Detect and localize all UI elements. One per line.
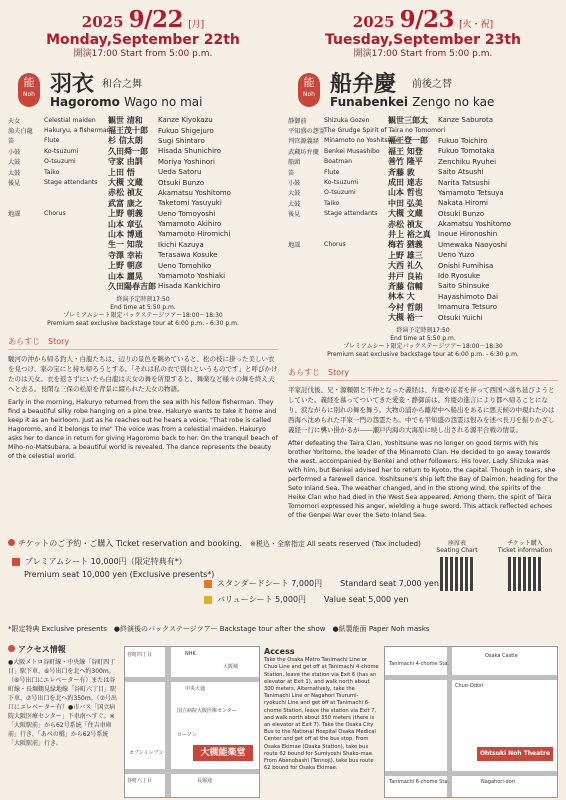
performer-jp: 井上 裕之真 (388, 229, 431, 239)
performer-jp: 福王茂十郎 (108, 125, 148, 136)
performer-jp: 上野 朝彦 (108, 260, 143, 271)
performer-jp: 善竹 隆平 (388, 156, 423, 167)
date-weekday: [火・祝] (459, 20, 494, 30)
role-jp: 判官源義経 (288, 138, 319, 146)
noh-badge-en: Noh (303, 91, 315, 98)
date-monthday: 9/23 (399, 6, 455, 33)
map-road (125, 677, 259, 682)
role-en: Flute (44, 137, 60, 145)
role-en: Stage attendants (324, 210, 378, 218)
map-road (447, 647, 452, 797)
ticket-label-jp: チケット購入 (507, 540, 543, 547)
access-heading-jp-text: アクセス情報 (18, 645, 66, 654)
story-text-jp: 駿河の沖から帰る釣人・白龍たちは、辺りの景色を眺めていると、松の枝に掛った美しい衣を見つけ、家の宝にと持ち帰ろうとする。「それは私の衣で別れというものです」と呼びかけたのは天女。衣を返さずにいたら白龍は天女の舞を所望すると、舞楽など様々の舞を終え天へと去る。長閑な三保の松原を背景に綴られた天女の物語。 (8, 354, 278, 393)
performer-en: Hayashimoto Dai (438, 292, 498, 301)
role-jp: 船頭 (288, 159, 301, 167)
performer-en: Imamura Tetsuro (438, 303, 498, 312)
seating-chart-qr[interactable] (424, 538, 490, 591)
date-monthday: 9/22 (128, 6, 184, 33)
role-jp: 平知盛の怨霊 (288, 128, 326, 136)
performer-en: Umewaka Naoyoshi (438, 240, 507, 249)
tax-note: ※税込・全席指定 All seats reserved (Tax included) (249, 540, 421, 548)
map-label: Nagahori-dori (481, 779, 516, 785)
cast-row (8, 167, 278, 177)
performer-jp: 守家 由訓 (108, 156, 143, 167)
cast-row (288, 177, 558, 187)
cast-row (8, 229, 278, 239)
seating-label-jp: 座席表 (447, 540, 466, 547)
performer-en: Otsuki Bunzo (438, 209, 485, 218)
title-en-main: Hagoromo (50, 95, 120, 109)
cast-row (8, 260, 278, 270)
performer-jp: 久田舜一郎 (108, 145, 148, 156)
noh-badge-jp: 能 (23, 76, 35, 89)
standard-swatch-icon (204, 580, 212, 588)
bullet-icon (8, 645, 15, 652)
story-label-jp: あらすじ (288, 367, 320, 377)
performer-jp: 福王登一郎 (388, 135, 428, 146)
role-jp: 笛 (8, 138, 15, 146)
role-jp: 地謡 (288, 242, 301, 250)
performer-en: Taketomi Yasuyuki (158, 199, 222, 208)
performer-en: Saito Atsushi (438, 168, 484, 177)
performer-jp: 大西 礼久 (388, 260, 423, 271)
cast-row (288, 312, 558, 322)
performer-en: Yamamoto Akihiro (158, 220, 222, 229)
cast-row (288, 198, 558, 208)
role-jp: 小鼓 (288, 180, 301, 188)
cast-row (8, 125, 278, 135)
performer-en: Nakata Hiromi (438, 199, 488, 208)
noh-badge (298, 73, 320, 107)
price-standard (204, 578, 439, 589)
qr-code-icon[interactable] (440, 557, 474, 591)
role-en: The Grudge Spirit of Taira no Tomomori (324, 127, 446, 135)
performer-jp: 生一 知哉 (108, 239, 143, 250)
bullet-icon (8, 539, 15, 546)
exclusive-note: *限定特典 Exclusive presents ●終演後のバックステージツアー Backstage tour after the show ●紙製能面 Paper Noh masks (8, 625, 430, 633)
story-heading (288, 367, 558, 381)
end-time-en: End time at 5:50 p.m. (110, 303, 176, 311)
play-subtitle-jp: 和合之舞 (102, 79, 142, 90)
cast-row (8, 177, 278, 187)
performer-en: Yamamoto Tetsuya (438, 188, 504, 197)
play-title-en (330, 95, 494, 109)
ticket-heading (8, 538, 421, 549)
price-value-jp: バリューシート 5,000円 (217, 595, 307, 604)
noh-badge (18, 73, 40, 107)
map-label: Chuo-Odori (455, 683, 484, 689)
date-header-right (288, 8, 558, 59)
date-year: 2025 (352, 13, 395, 31)
date-header-left (8, 8, 278, 59)
cast-row (288, 240, 558, 250)
performer-en: Terasawa Kosuke (158, 251, 218, 260)
start-time: 開演17:00 Start from 5:00 p.m. (73, 49, 213, 59)
performer-en: Yamamoto Hiromichi (158, 230, 231, 239)
map-label: Tanimachi 6-chome Sta. (389, 779, 449, 785)
role-en: Hakuryu, a fisherman (44, 127, 111, 135)
venue-marker-en: Ohtsuki Noh Theatre (477, 747, 553, 761)
play-title-jp: 羽衣 (50, 71, 95, 97)
end-time-note (288, 327, 558, 359)
premium-swatch-icon (12, 558, 20, 566)
role-en: Boatman (324, 158, 352, 166)
performer-jp: 梅若 猶義 (388, 239, 423, 250)
program-hagoromo (8, 8, 278, 461)
cast-row (288, 260, 558, 270)
map-road (165, 647, 171, 797)
role-en: Ko-tsuzumi (324, 179, 359, 187)
role-en: Stage attendants (44, 179, 98, 187)
program-funabenkei (288, 8, 558, 520)
performer-jp: 福王 知登 (388, 145, 423, 156)
map-road (385, 675, 557, 680)
cast-row (8, 188, 278, 198)
role-en: Celestial maiden (44, 116, 96, 124)
price-premium-en: Premium seat 10,000 yen (Exclusive presents*) (24, 570, 215, 579)
performer-en: Ikichi Kazuya (158, 240, 204, 249)
cast-row (8, 115, 278, 125)
performer-jp: 斉藤 信輔 (388, 280, 423, 291)
role-jp: 大鼓 (288, 190, 301, 198)
performer-jp: 上野 雄三 (388, 249, 423, 260)
cast-list (8, 115, 278, 292)
performer-en: Inoue Hironoshin (438, 230, 498, 239)
end-time-note (8, 296, 278, 328)
map-label: NHK (185, 651, 196, 657)
performer-en: Kanze Saburota (438, 116, 494, 125)
play-subtitle-jp: 前後之替 (412, 79, 452, 90)
performer-en: Ueda Satoru (158, 168, 202, 177)
title-en-sub: Wago no mai (124, 95, 203, 109)
performer-en: Ido Ryosuke (438, 272, 481, 281)
noh-badge-jp: 能 (303, 76, 315, 89)
performer-en: Sugi Shintaro (158, 136, 205, 145)
performer-jp: 武富 康之 (108, 197, 143, 208)
performer-en: Akamatsu Yoshitomo (158, 188, 231, 197)
story-text-en: After defeating the Taira Clan, Yoshitsune was no longer on good terms with his brother Yoritomo, the leader of the Minamoto Clan. He decided to go away towards the west, accompanied by Benkei and other followers. His lover, Lady Shizuka was with him, but Benkei advised her to return to Kyoto, the capital. Though in tears, she performed a farewell dance. Yoshitsune's ship left the Bay of Daimon, heading for the Seto Inland Sea. The weather changed, and in the strong wind, the spirits of the Heike Clan who had died in the West Sea appeared. Among them, the spirit of Taira Tomomori expressed his anger, wielding a huge sword. This attack reflected echoes of the Genpei War over the Seto Inland Sea. (288, 439, 558, 519)
end-time-jp: 終演予定時刻17:50 (116, 295, 170, 303)
venue-marker-jp: 大槻能楽堂 (193, 745, 253, 761)
cast-row (8, 209, 278, 219)
title-en-main: Funabenkei (330, 95, 408, 109)
performer-en: Ueno Tomohiko (158, 261, 212, 270)
ticket-heading-text: チケットのご予約・ご購入 Ticket reservation and booking. (18, 539, 242, 548)
price-standard-en: Standard seat 7,000 yen (340, 579, 439, 588)
map-road (125, 769, 259, 774)
role-en: Shizuka Gozen (324, 116, 370, 124)
performer-jp: 中田 弘美 (388, 197, 423, 208)
story-text-en: Early in the morning, Hakuryo returned from the sea with his fellow fisherman. They find a beautiful silky robe hanging on a pine tree. Hakuryo wants to take it home and keep it as an heirloom. Just as he reaches out he hears a voice; "That robe is called Hagoromo, and it belongs to me" The voice was from a celestial maiden. Hakuryo asks her to dance in return for giving Hagoromo back to her. On the tranquil beach of Miho-no-Matsubara, a beautiful world is revealed. The dance represents the beauty of the celestial world. (8, 398, 278, 460)
performer-en: Hisada Shunichiro (158, 147, 222, 156)
map-jp (124, 646, 260, 798)
role-en: Minamoto no Yoshitsune (324, 137, 400, 145)
performer-jp: 山本 博通 (108, 229, 143, 239)
role-jp: 小鼓 (8, 148, 21, 156)
performer-en: Moriya Yoshinori (158, 157, 216, 166)
cast-row (288, 209, 558, 219)
performer-jp: 山本 麗晃 (108, 270, 143, 281)
ticket-label-en: Ticket information (497, 547, 553, 554)
cast-row (288, 115, 558, 125)
map-label: 谷町六丁目 (127, 778, 153, 784)
performer-en: Onishi Fumihisa (438, 261, 494, 270)
end-time-en: End time at 5:50 p.m. (390, 334, 456, 342)
role-en: Taiko (44, 168, 60, 176)
role-jp: 漁夫白龍 (8, 128, 33, 136)
title-row (8, 65, 278, 113)
performer-en: Narita Tatsushi (438, 178, 490, 187)
performer-jp: 寺澤 幸祐 (108, 249, 143, 260)
cast-row (288, 136, 558, 146)
performer-en: Yamamoto Yoshiaki (158, 272, 226, 281)
map-road (385, 771, 557, 776)
role-en: Taiko (324, 199, 340, 207)
map-label: ローソン (177, 732, 197, 738)
title-row (288, 65, 558, 113)
date-weekday: [月] (188, 20, 205, 30)
map-label: 中央大通 (185, 686, 206, 692)
price-premium-jp: プレミアムシート 10,000円（限定特典有*） (25, 557, 187, 566)
date-english: Monday,September 22th (46, 32, 240, 48)
cast-row (288, 157, 558, 167)
role-en: Benkei Musashibo (324, 147, 380, 155)
date-english: Tuesday,September 23th (324, 32, 521, 48)
role-jp: 太鼓 (288, 200, 301, 208)
start-time: 開演17:00 Start from 5:00 p.m. (353, 49, 493, 59)
price-premium (12, 556, 187, 567)
cast-list (288, 115, 558, 323)
cast-row (8, 136, 278, 146)
access-text-en (264, 648, 380, 772)
performer-jp: 観世三郎太 (388, 114, 428, 125)
tour-en: Premium seat exclusive backstage tour at 6:00 p.m. - 6:30 p.m. (47, 319, 239, 327)
performer-en: Fukuo Tomotaka (438, 147, 495, 156)
play-title-en (50, 95, 202, 109)
performer-en: Zenchiku Ryuhei (438, 157, 497, 166)
cast-row (8, 281, 278, 291)
role-jp: 後見 (8, 180, 21, 188)
performer-jp: 大槻 裕一 (388, 312, 423, 323)
play-title-jp: 船弁慶 (330, 71, 397, 97)
role-jp: 笛 (288, 169, 295, 177)
performer-en: Hisada Kankichiro (158, 282, 221, 291)
performer-en: Akamatsu Yoshitomo (438, 220, 511, 229)
map-label: 国立病院大阪医療センター (177, 708, 237, 714)
map-label: セブンイレブン (129, 750, 164, 756)
story-label-jp: あらすじ (8, 336, 40, 346)
end-time-jp: 終演予定時刻17:50 (396, 326, 450, 334)
performer-jp: 林本 大 (388, 291, 415, 302)
tour-jp: プレミアムシート限定バックステージツアー18:00～18:30 (343, 342, 503, 350)
performer-jp: 井戸 良祐 (388, 270, 423, 281)
role-jp: 武蔵坊弁慶 (288, 148, 319, 156)
title-en-sub: Zengo no kae (412, 95, 495, 109)
tour-jp: プレミアムシート限定バックステージツアー18:00～18:30 (63, 311, 223, 319)
performer-jp: 大槻 文蔵 (108, 177, 143, 188)
qr-code-icon[interactable] (508, 557, 542, 591)
cast-row (288, 219, 558, 229)
performer-en: Kanze Kiyokazu (158, 116, 213, 125)
role-en: Chorus (324, 241, 346, 249)
performer-jp: 観世 清和 (108, 114, 143, 125)
ticket-section (8, 538, 558, 800)
performer-en: Fukuo Toichiro (438, 136, 488, 145)
price-value-en: Value seat 5,000 yen (324, 595, 409, 604)
access-en-body: Take the Osaka Metro Tanimachi Line or Chuo Line and get off at Tanimachi 4-chome Station, leave the station via Exit 6 (has an elevator at Exit 1), and walk north about 300 meters. Alternatively, take the Tanimachi Line or Nagahori Tsurumi-ryokuchi Line and get off at Tanimachi 6-chome Station, leave the station via Exit 7, and walk north about 350 meters (there is an elevator at Exit 7). Take the Osaka City Bus to the National Hospital Osaka Medical Center and get off at the bus stop. From Osaka Ekimae (Osaka Station), take bus route 62 bound for Sumiyoshi Shako-mae. From Abenobashi (Tennoji), take bus route 62 bound for Osaka Ekimae. (264, 657, 379, 772)
cast-row (8, 219, 278, 229)
role-jp: 太鼓 (8, 169, 21, 177)
ticket-info-qr[interactable] (492, 538, 558, 591)
performer-en: Otsuki Yuichi (438, 313, 483, 322)
date-year: 2025 (81, 13, 124, 31)
map-label: 大阪城 (223, 664, 239, 670)
performer-jp: 成田 達志 (388, 177, 423, 188)
performer-jp: 久田陽春吉郎 (108, 280, 156, 291)
cast-row (288, 250, 558, 260)
map-en (384, 646, 558, 798)
performer-jp: 杉 信太朗 (108, 135, 143, 146)
cast-row (8, 157, 278, 167)
performer-jp: 山本 章弘 (108, 218, 143, 229)
story-text-jp: 平家討伐後、兄・源頼朝と不仲となった義経は、弁慶や従者を伴って西国へ落ち延びようとしていた。義経を慕ってついてきた愛妾・静御前は、弁慶の進言により都へ帰ることになり、涙ながらに別れの舞を舞う。大物の浦から離岸中へ船出をあるに悪天候の中現れたのは西海へ沈められた平家一門の怨霊たち。中でも平知盛の怨霊は恨みを述べ長刀を振りかざし義経一行に襲い掛かるが――瀬戸内海の大海原に映し出される源平合戦の情景。 (288, 385, 555, 434)
role-jp: 静御前 (288, 117, 307, 125)
cast-row (288, 271, 558, 281)
role-en: O-tsuzumi (324, 189, 356, 197)
performer-jp: 上田 悟 (108, 166, 135, 177)
role-jp: 後見 (288, 211, 301, 219)
performer-en: Ueno Tomoyoshi (158, 209, 216, 218)
cast-row (288, 167, 558, 177)
tour-en: Premium seat exclusive backstage tour at 6:00 p.m. - 6:30 p.m. (327, 350, 519, 358)
performer-jp: 山本 哲也 (388, 187, 423, 198)
role-jp: 地謡 (8, 211, 21, 219)
performer-en: Saito Shinsuke (438, 282, 490, 291)
cast-row (288, 292, 558, 302)
role-jp: 天女 (8, 117, 21, 125)
cast-row (288, 229, 558, 239)
cast-row (288, 146, 558, 156)
access-heading-jp (8, 644, 66, 655)
map-label: 長堀通 (197, 778, 213, 784)
performer-en: Ueno Yuzo (438, 251, 475, 260)
cast-row (288, 188, 558, 198)
value-swatch-icon (204, 596, 212, 604)
role-en: Chorus (44, 210, 66, 218)
access-heading-en: Access (264, 647, 295, 656)
role-en: O-tsuzumi (44, 158, 76, 166)
price-standard-jp: スタンダードシート 7,000円 (217, 579, 323, 588)
map-label: 谷町四丁目 (127, 652, 153, 658)
price-value (204, 594, 408, 605)
access-text-jp: ●大阪メトロ谷町線・中央線「谷町四丁目」駅下車、⑥号出口を北へ約300m。（⑥号出口にエレベーター有）または谷町線・長堀鶴見緑地線「谷町六丁目」駅下車、⑦号出口を北へ約350m。（⑦号出口にエレベーター有）●市バス「国立病院大阪医療センター」下車南へすぐ。※「大阪駅前」から62号系統「住吉車庫前」行き、「あべの橋」から62号系統「大阪駅前」行き。 (8, 659, 118, 747)
cast-row (8, 146, 278, 156)
performer-jp: 今村 哲朗 (388, 301, 423, 312)
performer-jp: 赤松 禎友 (388, 218, 423, 229)
noh-badge-en: Noh (23, 91, 35, 98)
performer-jp: 赤松 禎友 (108, 187, 143, 198)
cast-row (8, 240, 278, 250)
cast-row (288, 125, 558, 135)
performer-en: Otsuki Bunzo (158, 178, 205, 187)
story-heading (8, 336, 278, 350)
seating-label-en: Seating Chart (436, 547, 478, 554)
performer-jp: 大槻 文蔵 (388, 208, 423, 219)
cast-row (288, 281, 558, 291)
role-en: Ko-tsuzumi (44, 147, 79, 155)
map-label: Tanimachi 4-chome Sta. (389, 661, 449, 667)
story-label-en: Story (328, 367, 350, 377)
story-label-en: Story (48, 336, 70, 346)
cast-row (8, 250, 278, 260)
cast-row (8, 198, 278, 208)
performer-en: Fukuo Shigejuro (158, 126, 214, 135)
role-jp: 大鼓 (8, 159, 21, 167)
performer-jp: 上野 朝義 (108, 208, 143, 219)
performer-jp: 斉藤 敦 (388, 166, 415, 177)
cast-row (8, 271, 278, 281)
cast-row (288, 302, 558, 312)
map-label: Osaka Castle (485, 653, 518, 659)
role-en: Flute (324, 168, 340, 176)
